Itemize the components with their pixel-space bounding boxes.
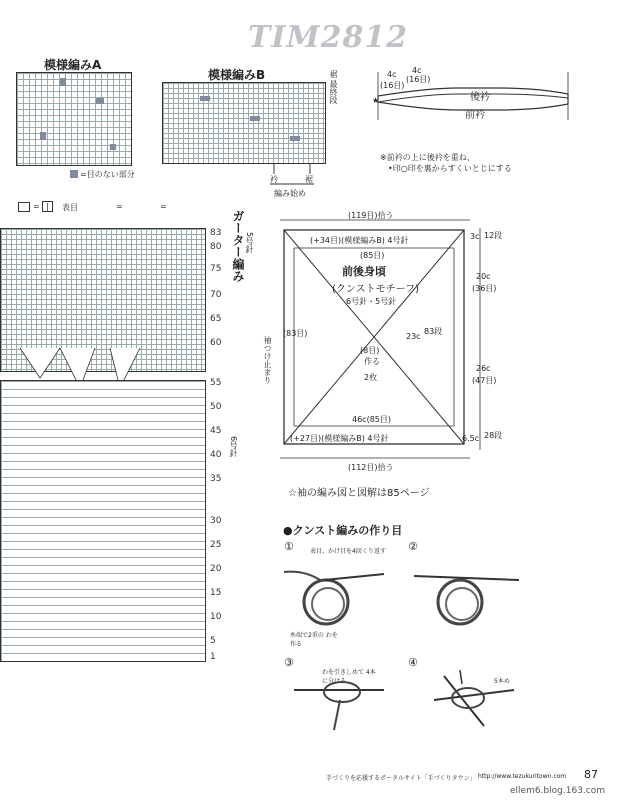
- kunst-note: 5本め: [494, 678, 510, 685]
- body-right-mid1: 20c: [476, 272, 491, 281]
- row-number: 30: [210, 516, 222, 526]
- chart-b-side-label: 最終段: [329, 80, 338, 104]
- body-left-note: 袖つけ止まり: [263, 336, 272, 384]
- kunst-step: ③: [284, 656, 294, 669]
- watermark: ellem6.blog.163.com: [510, 786, 605, 796]
- body-pick-top: (119目)拾う: [348, 211, 394, 220]
- row-number: 10: [210, 612, 222, 622]
- row-number: 35: [210, 474, 222, 484]
- collar-note: ※前衿の上に後衿を重ね、: [380, 153, 475, 162]
- row-number: 80: [210, 242, 222, 252]
- kunst-step: ②: [408, 540, 418, 553]
- chart-a-shade: [40, 132, 46, 140]
- footer-text: 手づくりを応援するポータルサイト「手づくりタウン」: [326, 775, 476, 782]
- footer-url: http://www.tezukuritown.com: [478, 773, 567, 780]
- chart-b-label: 模様編みB: [208, 68, 266, 82]
- page-number: 87: [584, 768, 598, 781]
- chart-a-shade: [60, 78, 66, 86]
- row-number: 50: [210, 402, 222, 412]
- row-number: 60: [210, 338, 222, 348]
- body-left-count: (83目): [283, 329, 308, 338]
- chart-b-shade: [200, 96, 210, 101]
- kunst-step: ④: [408, 656, 418, 669]
- kunst-step: ①: [284, 540, 294, 553]
- chart-b-arrows: [260, 160, 330, 190]
- body-bottom-band: (+27目)(模様編みB) 4号針: [290, 434, 389, 443]
- collar-top-left-sub: (16目): [380, 81, 405, 90]
- garter-label: ガーター編み: [231, 210, 245, 282]
- row-number: 45: [210, 426, 222, 436]
- garter-needle-5: 5号針: [245, 232, 254, 254]
- body-center-make2: 作る: [364, 357, 380, 366]
- row-number: 75: [210, 264, 222, 274]
- collar-top-left: 4c: [387, 70, 397, 79]
- row-number: 65: [210, 314, 222, 324]
- chart-b-side-sub: 裾: [329, 70, 338, 78]
- body-top-band: (+34目)(模様編みB) 4号針: [310, 236, 409, 245]
- collar-star: ★: [372, 96, 380, 105]
- chart-b-shade: [290, 136, 300, 141]
- body-center-diag-sub: 83段: [424, 327, 443, 336]
- row-number: 40: [210, 450, 222, 460]
- body-subtitle: (クンストモチーフ): [332, 284, 420, 295]
- kunst-note: 表目、かけ目を4回くり返す: [310, 548, 386, 555]
- body-right-bot-sub: 28段: [484, 431, 503, 440]
- collar-top-right: 4c: [412, 66, 422, 75]
- legend-sym: =: [160, 202, 167, 211]
- row-number: 5: [210, 636, 216, 646]
- kunst-note: 糸端で2重の わを作る: [290, 632, 338, 648]
- body-title: 前後身頃: [342, 265, 386, 278]
- body-right-bot: 6.5c: [462, 434, 480, 443]
- row-number: 55: [210, 378, 222, 388]
- kunst-title: ●クンスト編みの作り目: [283, 524, 403, 537]
- garter-chart-lower: [0, 380, 206, 662]
- chart-a-legend: =目のない部分: [80, 170, 135, 179]
- chart-b-bottom-label: 衿: [270, 175, 278, 184]
- body-diagram: [270, 218, 510, 468]
- kunst-note: わを引きしめて 4本に分ける: [322, 669, 376, 685]
- row-number: 20: [210, 564, 222, 574]
- chart-a-shade: [110, 144, 116, 150]
- collar-back: 後衿: [470, 92, 490, 103]
- chart-b-bottom-label: 裾: [305, 175, 313, 184]
- body-needles: 6号針・5号針: [346, 297, 397, 306]
- chart-b-arrow-label: 編み始め: [274, 189, 306, 198]
- body-bottom-width: 46c(85目): [352, 415, 391, 424]
- body-right-top: 3c: [470, 232, 480, 241]
- body-right-top-sub: 12段: [484, 231, 503, 240]
- collar-front: 前衿: [465, 110, 485, 121]
- chart-b-grid: [162, 82, 326, 164]
- body-right-mid1-sub: (36目): [472, 284, 497, 293]
- body-center-diag: 23c: [406, 332, 421, 341]
- chart-a-label: 模様編みA: [44, 58, 102, 72]
- chart-a-shade: [96, 98, 104, 104]
- body-center-qty: 2枚: [364, 373, 378, 382]
- body-top-count: (85目): [360, 251, 385, 260]
- legend-swatch: [18, 202, 30, 212]
- row-number: 70: [210, 290, 222, 300]
- body-center-make: (8目): [360, 346, 380, 355]
- chart-b-shade: [250, 116, 260, 121]
- legend-eq: =: [33, 202, 40, 211]
- page-title: TIM2812: [248, 20, 409, 55]
- kunst-illustrations: [284, 550, 534, 750]
- chart-a-legend-swatch: [70, 170, 78, 178]
- body-right-mid2-sub: (47目): [472, 376, 497, 385]
- collar-top-right-sub: (16目): [406, 75, 431, 84]
- row-number: 83: [210, 228, 222, 238]
- garter-needle-6: 6号針: [229, 436, 238, 458]
- body-right-mid2: 26c: [476, 364, 491, 373]
- legend-label: 表目: [62, 203, 78, 212]
- body-reference: ☆袖の編み図と図解は85ページ: [288, 488, 430, 499]
- row-number: 25: [210, 540, 222, 550]
- body-pick-bottom: (112目)拾う: [348, 463, 394, 472]
- chart-a-grid: [16, 72, 132, 166]
- collar-note: •印○印を裏からすくいとじにする: [388, 164, 512, 173]
- legend-mark: |: [42, 201, 53, 212]
- row-number: 15: [210, 588, 222, 598]
- legend-sym: =: [116, 202, 123, 211]
- row-number: 1: [210, 652, 216, 662]
